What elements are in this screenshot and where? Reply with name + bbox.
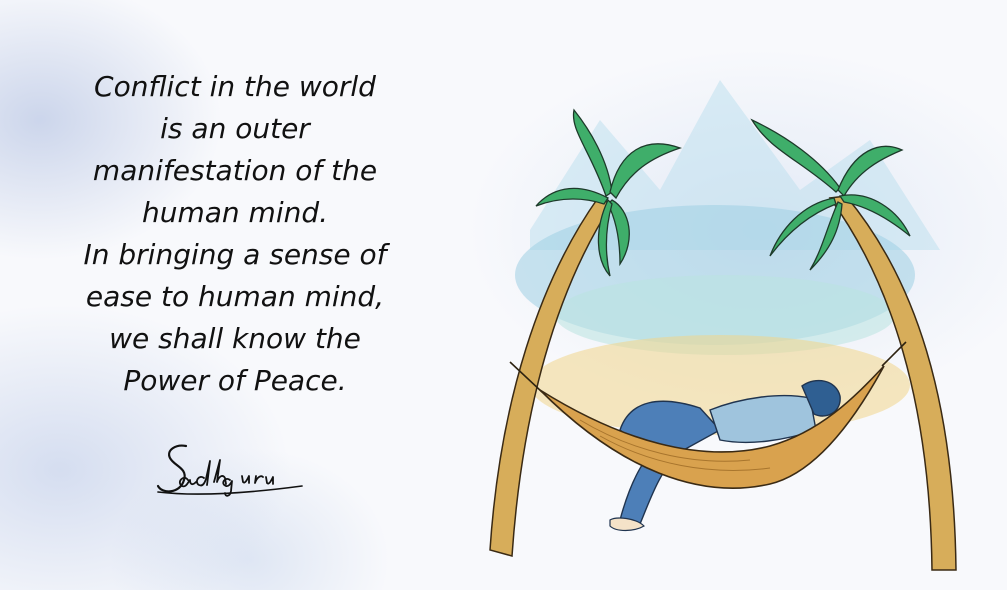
quote-text [50, 66, 420, 402]
quote-line: human mind. [141, 196, 329, 229]
quote-line: Conflict in the world [94, 70, 376, 103]
quote-line: is an outer [160, 112, 310, 145]
quote-line: manifestation of the [92, 154, 378, 187]
quote-line: ease to human mind, [85, 280, 385, 313]
quote-line: Power of Peace. [123, 364, 347, 397]
quote-line: In bringing a sense of [83, 238, 387, 271]
quote-line: we shall know the [109, 322, 361, 355]
hammock-rope-right [882, 342, 906, 366]
hammock-illustration [470, 80, 1007, 590]
signature [152, 436, 312, 506]
